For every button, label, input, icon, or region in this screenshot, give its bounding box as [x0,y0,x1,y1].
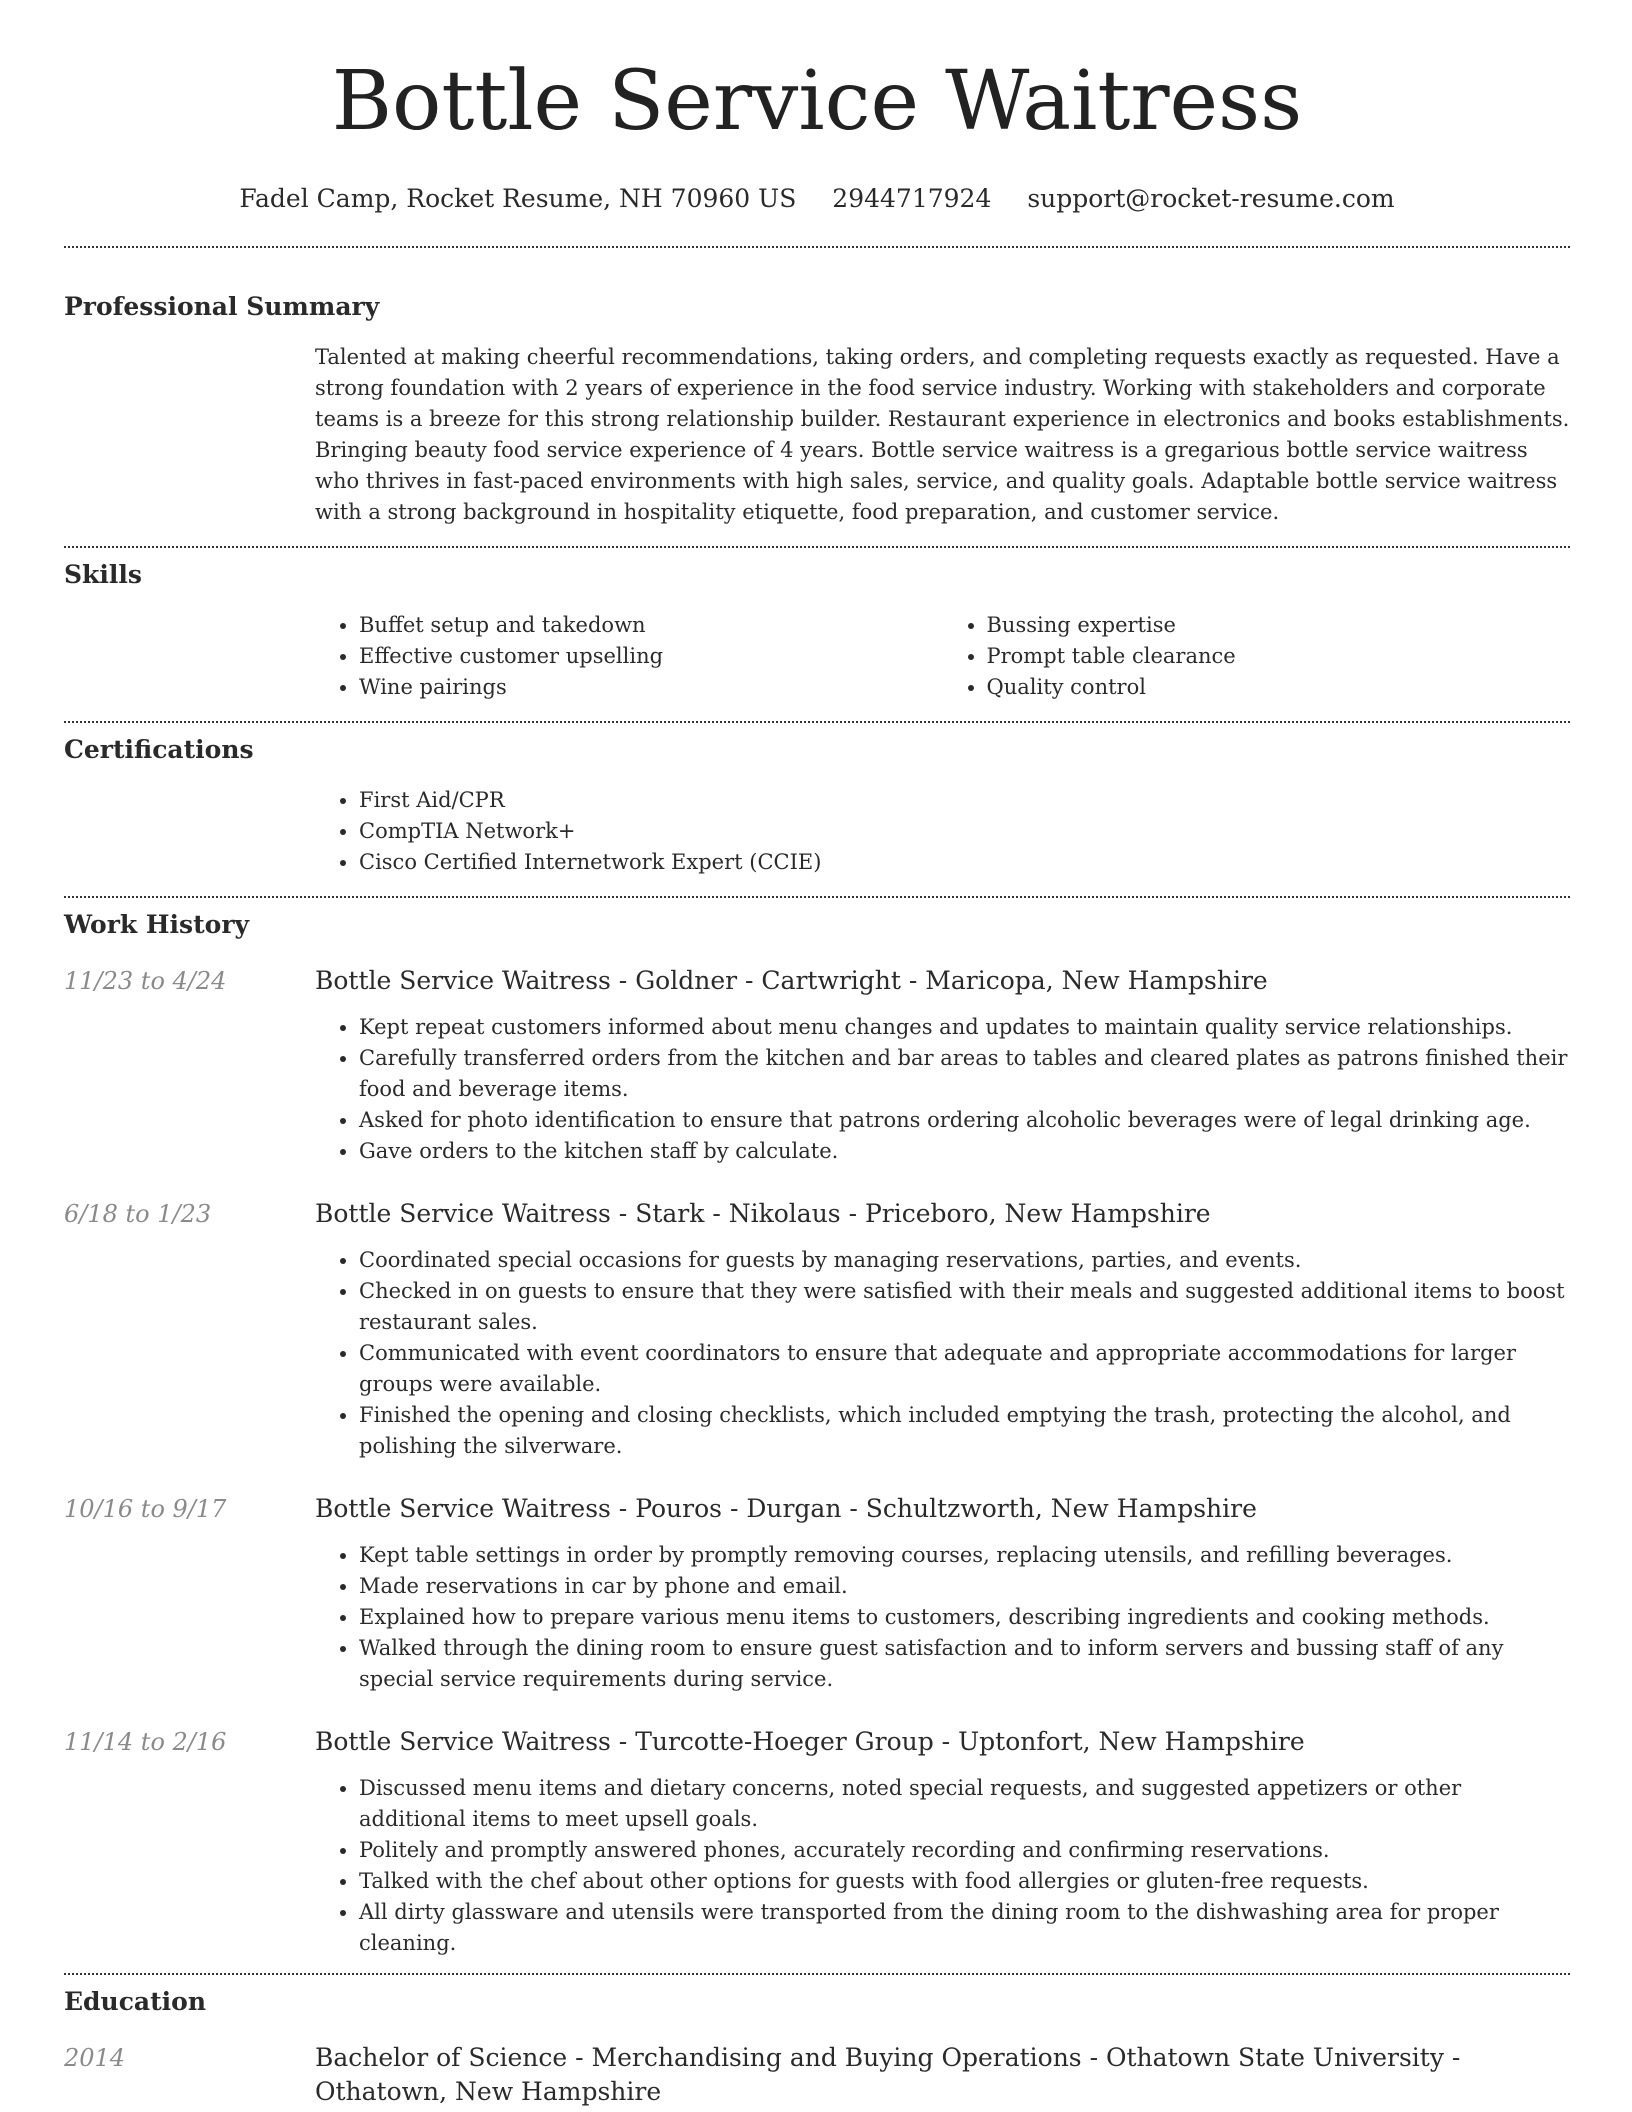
summary-body [315,342,1570,528]
phone: 2944717924 [832,184,992,213]
list-item: • Prompt table clearance [987,641,1571,672]
divider [64,896,1570,898]
job-bullets [315,1245,1570,1462]
list-item: • Checked in on guests to ensure that they were satisfied with their meals and suggested additional items to boost restaurant sales. [359,1276,1570,1338]
list-item: • CompTIA Network+ [359,816,1570,847]
job-dates: 6/18 to 1/23 [64,1200,212,1228]
job-bullets [315,1540,1570,1695]
resume-page [64,0,1570,2109]
list-item: • Finished the opening and closing checklists, which included emptying the trash, protecting the alcohol, and polishing the silverware. [359,1400,1570,1462]
list-item: • Wine pairings [359,672,943,703]
candidate-name: Bottle Service Waitress [331,54,1303,149]
divider [64,246,1570,248]
skills-list-left [315,610,943,703]
list-item: • Carefully transferred orders from the kitchen and bar areas to tables and cleared plates as patrons finished their food and beverage items. [359,1043,1570,1105]
divider [64,721,1570,723]
divider [64,546,1570,548]
list-item: • Cisco Certified Internetwork Expert (CCIE) [359,847,1570,878]
job-dates: 10/16 to 9/17 [64,1495,227,1523]
list-item: • First Aid/CPR [359,785,1570,816]
education-section [64,1985,1570,2109]
email: support@rocket-resume.com [1027,184,1395,213]
skills-grid [315,610,1570,703]
section-title-skills: Skills [64,560,142,589]
education-entry [64,2041,1570,2109]
summary-section [64,290,1570,528]
section-title-summary: Professional Summary [64,292,380,321]
list-item: • Communicated with event coordinators to ensure that adequate and appropriate accommodations for larger groups were available. [359,1338,1570,1400]
list-item: • Buffet setup and takedown [359,610,943,641]
job-dates: 11/23 to 4/24 [64,967,227,995]
list-item: • Gave orders to the kitchen staff by calculate. [359,1136,1570,1167]
divider [64,1973,1570,1975]
summary-text: Talented at making cheerful recommendations, taking orders, and completing requests exactly as requested. Have a strong foundation with 2 years of experience in the food service industry. Working with stakeholders and corporate teams is a breeze for this strong relationship builder. Restaurant experience in electronics and books establishments. Bringing beauty food service experience of 4 years. Bottle service waitress is a gregarious bottle service waitress who thrives in fast-paced environments with high sales, service, and quality goals. Adaptable bottle service waitress with a strong background in hospitality etiquette, food preparation, and customer service. [315,345,1570,524]
address: Fadel Camp, Rocket Resume, NH 70960 US [239,184,797,213]
job-bullets [315,1773,1570,1959]
job-title: Bottle Service Waitress - Stark - Nikolaus - Priceboro, New Hampshire [315,1199,1211,1228]
work-section [64,908,1570,1959]
list-item: • Bussing expertise [987,610,1571,641]
job-title: Bottle Service Waitress - Turcotte-Hoeger Group - Uptonfort, New Hampshire [315,1727,1305,1756]
list-item: • Kept table settings in order by promptly removing courses, replacing utensils, and refilling beverages. [359,1540,1570,1571]
contact-line [64,182,1570,216]
section-title-certifications: Certifications [64,735,254,764]
certifications-list [315,785,1570,878]
job-title: Bottle Service Waitress - Goldner - Cartwright - Maricopa, New Hampshire [315,966,1268,995]
certifications-body [315,785,1570,878]
list-item: • Effective customer upselling [359,641,943,672]
list-item: • Talked with the chef about other options for guests with food allergies or gluten-free requests. [359,1866,1570,1897]
job-dates: 11/14 to 2/16 [64,1728,227,1756]
job-entry [64,1725,1570,1959]
list-item: • Coordinated special occasions for guests by managing reservations, parties, and events. [359,1245,1570,1276]
section-title-work: Work History [64,910,250,939]
job-entry [64,1197,1570,1462]
skills-list-right [943,610,1571,703]
job-title: Bottle Service Waitress - Pouros - Durgan - Schultzworth, New Hampshire [315,1494,1257,1523]
list-item: • Politely and promptly answered phones, accurately recording and confirming reservations. [359,1835,1570,1866]
job-entry [64,1492,1570,1695]
job-bullets [315,1012,1570,1167]
education-year: 2014 [64,2044,126,2072]
list-item: • Discussed menu items and dietary concerns, noted special requests, and suggested appetizers or other additional items to meet upsell goals. [359,1773,1570,1835]
list-item: • Explained how to prepare various menu items to customers, describing ingredients and cooking methods. [359,1602,1570,1633]
certifications-section [64,733,1570,878]
job-entry [64,964,1570,1167]
list-item: • All dirty glassware and utensils were transported from the dining room to the dishwashing area for proper cleaning. [359,1897,1570,1959]
list-item: • Walked through the dining room to ensure guest satisfaction and to inform servers and bussing staff of any special service requirements during service. [359,1633,1570,1695]
list-item: • Kept repeat customers informed about menu changes and updates to maintain quality service relationships. [359,1012,1570,1043]
list-item: • Made reservations in car by phone and email. [359,1571,1570,1602]
list-item: • Asked for photo identification to ensure that patrons ordering alcoholic beverages were of legal drinking age. [359,1105,1570,1136]
education-title: Bachelor of Science - Merchandising and Buying Operations - Othatown State University - Othatown, New Hampshire [315,2043,1461,2106]
section-title-education: Education [64,1987,207,2016]
skills-section [64,558,1570,703]
list-item: • Quality control [987,672,1571,703]
